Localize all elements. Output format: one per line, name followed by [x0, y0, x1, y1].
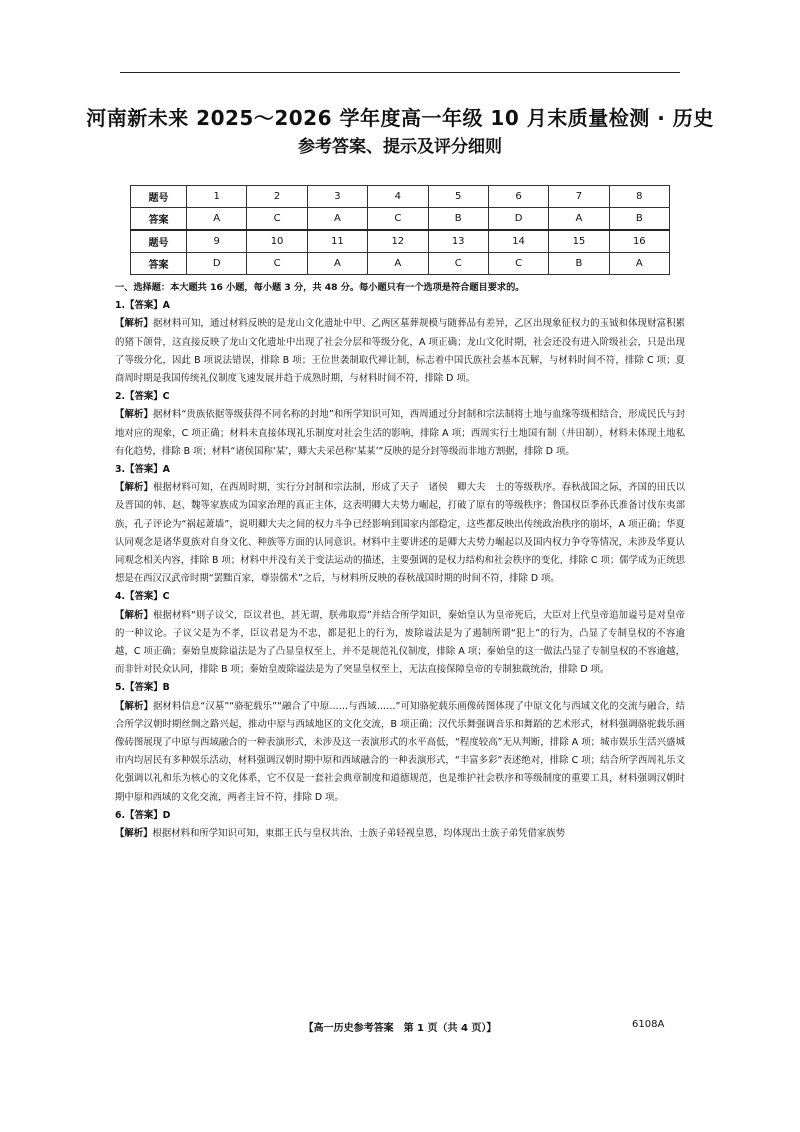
table-cell: C: [247, 253, 307, 275]
table-cell: 9: [187, 230, 247, 253]
row-label-ans: 答案: [131, 253, 187, 275]
analysis-text: 据材料信息“汉墓”“骆驼载乐”“融合了中原……与西域……”可知骆驼载乐画像砖图体现了中原文化与西域文化的交流与融合，结合所学汉朝时期丝绸之路兴起，推动中原与西域地区的文化交流，B 项正确；汉代乐舞强调音乐和舞蹈的艺术形式，材料强调骆驼载乐画像砖图展现了中原与西域融合的一种表演形式，未涉及这一表演形式的水平高低，“程度较高”无从判断，排除 A 项；城市娱乐生活兴盛城市内均居民有多种娱乐活动，材料强调汉朝时期中原和西域融合的一种表演形式，“丰富多彩”表述绝对，排除 C 项；结合所学西周礼乐文化强调以礼和乐为核心的文化体系，它不仅是一套社会典章制度和道德规范，也是维护社会秩序和等级制度的重要工具，材料强调汉朝时期中原和西域的文化交流，两者主旨不符，排除 D 项。: [115, 700, 685, 803]
table-cell: 12: [368, 230, 428, 253]
footer-code: 6108A: [632, 1019, 665, 1030]
table-cell: A: [609, 253, 669, 275]
table-cell: 7: [549, 186, 609, 208]
answer-explanations: [115, 279, 685, 843]
table-cell: A: [187, 208, 247, 231]
table-cell: 16: [609, 230, 669, 253]
table-cell: 8: [609, 186, 669, 208]
table-cell: 11: [307, 230, 367, 253]
table-cell: 14: [488, 230, 548, 253]
analysis-paragraph: [115, 825, 685, 843]
analysis-paragraph: [115, 479, 685, 588]
row-label-ans: 答案: [131, 208, 187, 231]
table-cell: D: [187, 253, 247, 275]
analysis-label: 【解析】: [115, 409, 153, 421]
table-cell: A: [307, 208, 367, 231]
table-cell: 4: [368, 186, 428, 208]
analysis-text: 根据材料和所学知识可知，東郡王氏与皇权共治、士族子弟轻视皇恩，均体现出士族子弟凭借家族势: [152, 828, 566, 840]
table-cell: C: [428, 253, 488, 275]
table-cell: 15: [549, 230, 609, 253]
answer-line: 3.【答案】A: [115, 464, 170, 476]
row-label-num: 题号: [131, 186, 187, 208]
header-rule: [120, 72, 680, 73]
analysis-paragraph: [115, 698, 685, 807]
analysis-paragraph: [115, 406, 685, 461]
table-row-answers-1: [131, 208, 670, 231]
table-cell: B: [609, 208, 669, 231]
table-cell: 3: [307, 186, 367, 208]
answer-line: 1.【答案】A: [115, 300, 170, 312]
table-cell: A: [549, 208, 609, 231]
table-cell: C: [247, 208, 307, 231]
footer-page-info: 【高一历史参考答案 第 1 页（共 4 页）】: [303, 1023, 497, 1034]
table-cell: 6: [488, 186, 548, 208]
analysis-text: 据材料可知，通过材料反映的是龙山文化遗址中甲、乙两区墓葬规模与随葬品有差异，乙区出现象征权力的玉钺和体现财富积累的猪下颌骨，这直接反映了龙山文化遗址中出现了社会分层和等级分化，A 项正确；龙山文化时期，社会还没有进入阶级社会，只是出现了等级分化，因此 B 项说法错误，排除 B 项；王位世袭制取代禅让制，标志着中国氏族社会基本瓦解，与材料时间不符，排除 C 项；夏商周时期是我国传统礼仪制度飞速发展并趋于成熟时期，与材料时间不符，排除 D 项。: [115, 318, 685, 385]
table-cell: A: [368, 253, 428, 275]
table-row-numbers-1: [131, 186, 670, 208]
table-cell: 10: [247, 230, 307, 253]
table-cell: C: [368, 208, 428, 231]
table-cell: B: [549, 253, 609, 275]
answer-line: 2.【答案】C: [115, 391, 170, 403]
analysis-label: 【解析】: [115, 700, 153, 712]
table-cell: 13: [428, 230, 488, 253]
row-label-num: 题号: [131, 230, 187, 253]
section-heading: 一、选择题：本大题共 16 小题，每小题 3 分，共 48 分。每小题只有一个选项是符合题目要求的。: [115, 282, 525, 293]
analysis-label: 【解析】: [115, 609, 153, 621]
analysis-paragraph: [115, 315, 685, 388]
analysis-paragraph: [115, 607, 685, 680]
document-title: 河南新未来 2025～2026 学年度高一年级 10 月末质量检测 · 历史: [86, 106, 714, 130]
answer-line: 6.【答案】D: [115, 809, 171, 821]
table-cell: 5: [428, 186, 488, 208]
answer-table: [130, 185, 670, 275]
analysis-label: 【解析】: [115, 482, 154, 494]
analysis-text: 根据材料可知，在西周时期，实行分封制和宗法制，形成了天子 诸侯 卿大夫 士的等级秩序。春秋战国之际，齐国的田氏以及晋国的韩、赵、魏等家族成为国家治理的真正主体，这表明卿大夫势力崛起，打破了原有的等级秩序；鲁国权臣季孙氏准备讨伐东夷部族，孔子评论为“祸起萧墙”，说明卿大夫之间的权力斗争已经影响到国家内部稳定，这些都反映出传统政治秩序的崩坏，A 项正确；华夏认同观念是诸华夏族对自身文化、种族等方面的认同意识。材料中主要讲述的是卿大夫势力崛起以及国内权力争夺等情况，未涉及华夏认同观念相关内容，排除 B 项；材料中并没有关于变法运动的描述，主要强调的是权力结构和社会秩序的变化，排除 C 项；儒学成为正统思想是在西汉汉武帝时期“罢黜百家，尊崇儒术”之后，与材料所反映的春秋战国时期的时间不符，排除 D 项。: [115, 482, 685, 585]
analysis-label: 【解析】: [115, 318, 154, 330]
answer-line: 4.【答案】C: [115, 591, 170, 603]
table-cell: C: [488, 253, 548, 275]
table-cell: 2: [247, 186, 307, 208]
answer-line: 5.【答案】B: [115, 682, 170, 694]
table-row-answers-2: [131, 253, 670, 275]
analysis-text: 据材料“贵族依据等级获得不同名称的封地”和所学知识可知，西周通过分封制和宗法制将土地与血缘等级相结合，形成民氏与封地对应的现象，C 项正确；材料未直接体现礼乐制度对社会生活的影响，排除 A 项；西周实行土地国有制（井田制），材料未体现土地私有化趋势，排除 B 项；材料“诸侯国称‘某’，卿大夫采邑称‘某某’”反映的是分封等级而非地方割据，排除 D 项。: [115, 409, 685, 457]
table-cell: A: [307, 253, 367, 275]
analysis-label: 【解析】: [115, 828, 153, 840]
table-cell: B: [428, 208, 488, 231]
document-subtitle: 参考答案、提示及评分细则: [298, 137, 502, 157]
table-row-numbers-2: [131, 230, 670, 253]
table-cell: 1: [187, 186, 247, 208]
analysis-text: 根据材料“则子议父，臣议君也，甚无谓，朕弗取焉”并结合所学知识，秦始皇认为皇帝死后，大臣对上代皇帝追加谥号是对皇帝的一种议论。子议父是为不孝，臣议君是为不忠，都是犯上的行为，废除谥法是为了遏制所谓“犯上”的行为，凸显了专制皇权的不容逾越，C 项正确；秦始皇废除谥法是为了凸显皇权至上，并不是规范礼仪制度，排除 A 项；秦始皇的这一做法凸显了专制皇权的不容逾越，而非针对民众认同，排除 B 项；秦始皇废除谥法是为了突显皇权至上，无法直接保障皇帝的专制独裁统治，排除 D 项。: [115, 609, 685, 676]
table-cell: D: [488, 208, 548, 231]
